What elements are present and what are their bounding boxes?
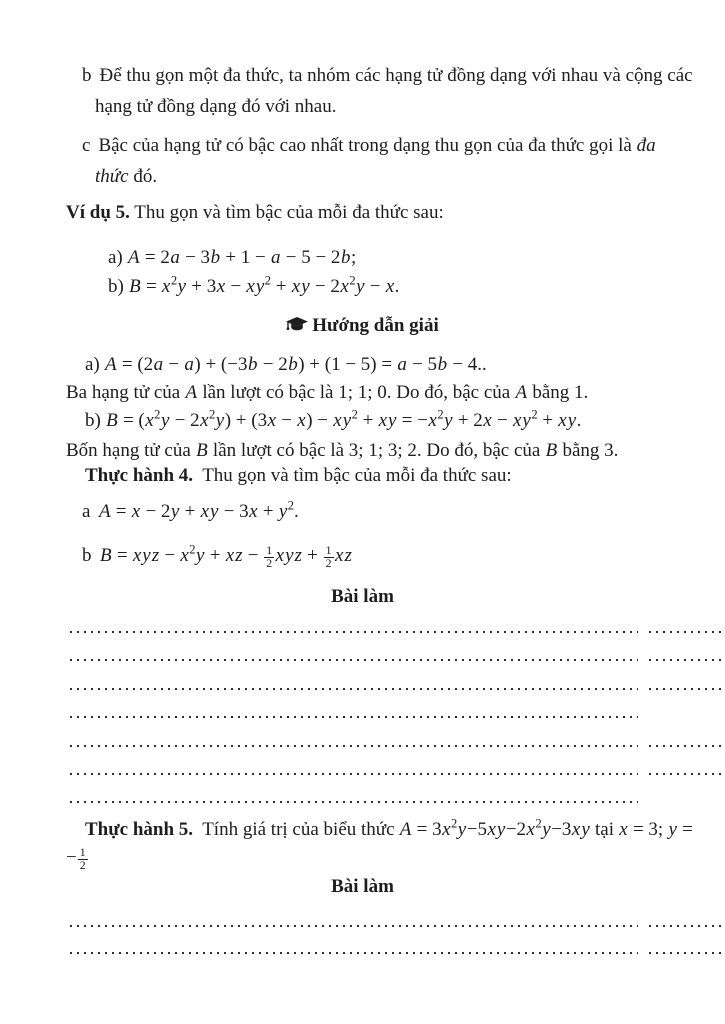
practice-4-heading	[85, 463, 512, 489]
definition-item-b-line1	[82, 60, 693, 91]
example-5-part-a	[108, 243, 399, 272]
answer-line	[70, 801, 725, 803]
definition-item-c-line2	[82, 161, 656, 192]
text-run: b)	[85, 410, 106, 431]
text-run: Để thu gọn một đa thức, ta nhóm các hạng tử đồng dạng với nhau và cộng các	[99, 65, 693, 86]
example-5-part-b	[108, 272, 399, 301]
solution-part-b	[85, 408, 581, 434]
answer-line	[70, 659, 725, 661]
text-run: lần lượt có bậc là 3; 1; 3; 2. Do đó, bậc của	[208, 440, 546, 461]
answer-lines-1	[70, 631, 725, 830]
practice-4-part-a-formula	[98, 498, 299, 522]
text-run: Tính giá trị của biểu thức	[193, 819, 400, 840]
text-run: Thu gọn và tìm bậc của mỗi đa thức sau:	[193, 465, 512, 486]
math-run: $B = (x^2y - 2x^2y) + (3x - x) - xy^2$ + xy = $-x^2y + 2x - xy^2$ + xy.	[106, 407, 582, 431]
graduation-cap-icon	[286, 315, 308, 341]
dotted-rule	[70, 716, 638, 718]
exponent: 2	[351, 407, 358, 422]
math-run: B	[545, 440, 558, 461]
text-run: đó.	[128, 166, 158, 187]
item-label: b	[82, 65, 92, 86]
fraction	[324, 545, 334, 571]
text-run: a)	[108, 247, 128, 268]
text-run: lần lượt có bậc là 1; 1; 0. Do đó, bậc của	[197, 382, 515, 403]
answer-line	[70, 631, 725, 633]
text-run: Bậc của hạng tử có bậc cao nhất trong dạng thu gọn của đa thức gọi là	[98, 135, 637, 156]
exponent: 2	[170, 273, 178, 288]
text-run: bằng 3.	[557, 440, 619, 461]
practice-5-heading	[85, 817, 693, 843]
dotted-rule	[70, 659, 638, 661]
dotted-rule	[70, 773, 638, 775]
math-run: A = (2a − a) + (−3b − 2b) + (1 − 5) = a − 5b − 4..	[105, 354, 487, 375]
text-run: Ba hạng tử của	[66, 382, 185, 403]
exponent: 2	[535, 816, 542, 831]
dotted-rule	[649, 688, 725, 690]
math-run: B = xyz − $x^2y$ + xz − $\frac{1}{2}$ xyz + $\frac{1}{2}$ xz	[100, 542, 352, 571]
exponent: 2	[451, 816, 458, 831]
text-run: tại	[590, 819, 619, 840]
definition-item-c	[82, 130, 656, 192]
dotted-rule	[70, 688, 638, 690]
solution-note-a	[66, 380, 588, 406]
dotted-rule	[70, 745, 638, 747]
exponent: 2	[349, 273, 356, 288]
math-run: $B = x^2y + 3x - xy^2$ + xy − $2x^2y - x$.	[129, 273, 400, 297]
item-label: b	[82, 545, 92, 566]
math-run: $A = 3x^2y-5xy-2x^2y-3xy$	[399, 816, 590, 840]
exponent: 2	[437, 407, 444, 422]
math-run: A = 2a − 3b + 1 − a − 5 − 2b;	[128, 247, 357, 268]
practice-5-continuation	[66, 845, 89, 873]
dotted-rule	[70, 952, 638, 954]
dotted-rule	[649, 659, 725, 661]
practice-4-part-a	[82, 499, 299, 525]
text-run: Thu gọn và tìm bậc của mỗi đa thức sau:	[129, 202, 444, 223]
math-run: A	[185, 382, 198, 403]
exponent: 2	[264, 273, 272, 288]
example-5-heading	[66, 200, 444, 226]
text-run: Thực hành 4.	[85, 465, 194, 486]
text-run: Ví dụ 5.	[66, 202, 130, 223]
definition-text	[98, 135, 655, 156]
text-run: bằng 1.	[527, 382, 589, 403]
text-run: Bốn hạng tử của	[66, 440, 196, 461]
exponent: 2	[287, 498, 295, 513]
fraction	[264, 545, 274, 571]
practice-4-part-b	[82, 543, 352, 571]
dotted-rule	[70, 801, 638, 803]
answer-line	[70, 745, 725, 747]
item-label: a	[82, 501, 91, 522]
fraction-numerator: 1	[325, 543, 332, 557]
dotted-rule	[649, 745, 725, 747]
answer-line	[70, 716, 725, 718]
text-run: đa	[636, 135, 656, 156]
answer-line	[70, 952, 725, 954]
dotted-rule	[649, 773, 725, 775]
fraction-denominator: 2	[325, 557, 332, 571]
dotted-rule	[649, 631, 725, 633]
solution-note-b	[66, 438, 618, 464]
solution-heading-label: Hướng dẫn giải	[312, 315, 439, 336]
exponent: 2	[209, 407, 216, 422]
fraction-denominator: 2	[266, 557, 273, 571]
fraction	[78, 847, 88, 873]
text-run: b)	[108, 276, 129, 297]
math-run: − $\frac{1}{2}$	[66, 845, 86, 873]
dotted-rule	[70, 631, 638, 633]
dotted-rule	[649, 952, 725, 954]
math-run: B	[196, 440, 208, 461]
math-run: A = x − 2y + xy − $3x + y^2$.	[98, 498, 299, 522]
fraction-denominator: 2	[79, 859, 86, 873]
dotted-rule	[649, 925, 725, 927]
definition-text	[100, 65, 693, 86]
math-run: x = 3; y =	[619, 819, 693, 840]
answer-heading-2: Bài làm	[331, 876, 394, 897]
solution-heading	[0, 313, 725, 341]
exponent: 2	[154, 407, 161, 422]
example-5-equations	[108, 243, 399, 301]
answer-line	[70, 773, 725, 775]
item-label: c	[82, 135, 91, 156]
text-run: hạng tử đồng dạng đó với nhau.	[95, 96, 337, 117]
answer-line	[70, 688, 725, 690]
fraction-numerator: 1	[79, 845, 86, 859]
exponent: 2	[189, 542, 196, 557]
dotted-rule	[70, 925, 638, 927]
exponent: 2	[531, 407, 538, 422]
text-run: Thực hành 5.	[85, 819, 194, 840]
fraction-numerator: 1	[266, 543, 273, 557]
answer-line	[70, 925, 725, 927]
text-run: thức	[95, 166, 129, 187]
definition-item-b	[82, 60, 693, 122]
solution-part-a	[85, 352, 487, 378]
practice-4-part-b-formula	[100, 542, 353, 571]
answer-heading-1: Bài làm	[331, 586, 394, 607]
definition-item-b-line2	[82, 91, 693, 122]
text-run: a)	[85, 354, 105, 375]
math-run: A	[515, 382, 528, 403]
definition-item-c-line1	[82, 130, 656, 161]
answer-lines-2	[70, 925, 725, 979]
